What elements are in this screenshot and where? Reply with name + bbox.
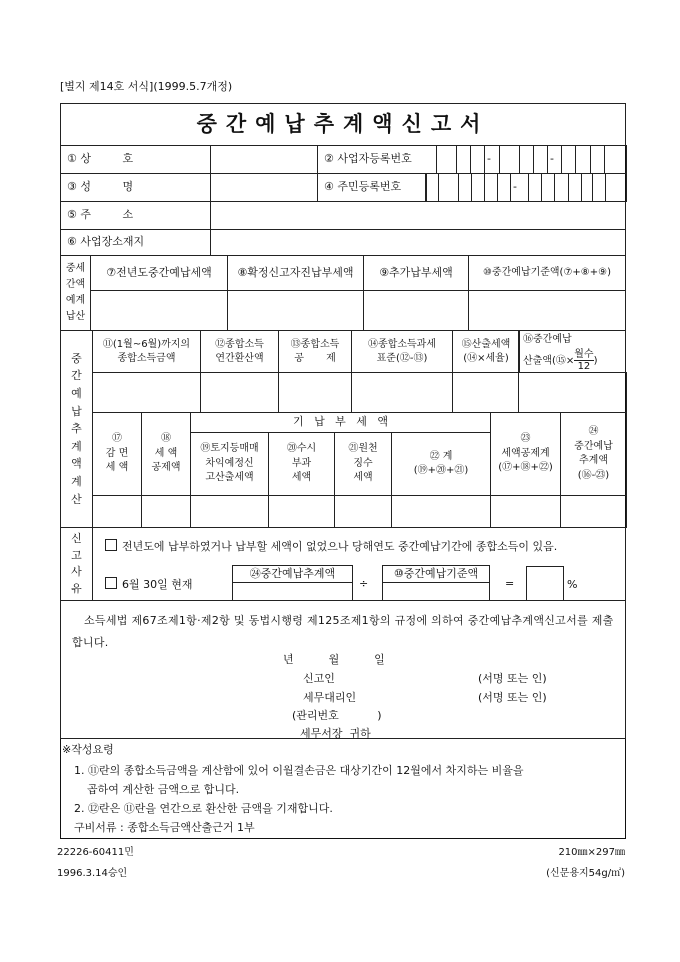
reason-option-1[interactable]: [105, 538, 557, 554]
calc-field-18[interactable]: [141, 495, 191, 528]
biz-reg-digit-box[interactable]: [604, 145, 627, 174]
biz-reg-digit-box[interactable]: [533, 145, 548, 174]
note-2: 2. ⑫란은 ⑪란을 연간으로 환산한 금액을 기재합니다.: [74, 802, 333, 815]
reason-label: 신 고 사 유: [60, 527, 93, 601]
calc-field-23[interactable]: [490, 495, 561, 528]
biz-reg-digit-box[interactable]: [436, 145, 457, 174]
percent-sign: %: [567, 578, 578, 591]
calc-col-22: ㉒ 계 (⑲+⑳+㉑): [391, 432, 491, 496]
reporter-label: 신고인: [303, 672, 335, 685]
resident-digit-box[interactable]: [541, 173, 555, 202]
calc-field-17[interactable]: [92, 495, 142, 528]
form-title: 중간예납추계액신고서: [60, 103, 626, 146]
resident-no-label: ④ 주민등록번호: [317, 173, 427, 202]
calc-col-12: ⑫종합소득 연간환산액: [200, 330, 279, 373]
calc-field-15[interactable]: [452, 372, 519, 413]
resident-digit-box[interactable]: [554, 173, 569, 202]
checkbox[interactable]: [105, 577, 117, 589]
calc-section-label: 중 간 예 납 추 계 액 계 산: [60, 330, 93, 528]
calc-field-14[interactable]: [351, 372, 453, 413]
calc-col-11: ⑪(1월~6월)까지의 종합소득금액: [92, 330, 201, 373]
biz-reg-digit-box[interactable]: [499, 145, 520, 174]
base-section-label: 중세 간액 예계 납산: [60, 255, 91, 331]
resident-digit-box[interactable]: [497, 173, 511, 202]
resident-digit-box[interactable]: [605, 173, 627, 202]
base-field-10[interactable]: [468, 290, 626, 331]
approval-date: 1996.3.14승인: [57, 868, 128, 879]
calc-field-20[interactable]: [268, 495, 335, 528]
notes-title: ※작성요령: [62, 743, 114, 756]
ratio-box-10-label: ⑩중간예납기준액: [382, 565, 490, 583]
biz-reg-digit-box[interactable]: [470, 145, 485, 174]
calc-field-24[interactable]: [560, 495, 627, 528]
trade-name-label: ① 상 호: [60, 145, 211, 174]
calc-field-16[interactable]: [518, 372, 627, 413]
calc-col-16: [518, 330, 626, 373]
months-fraction: [574, 349, 593, 372]
reason-option-2[interactable]: [105, 576, 193, 592]
address-field[interactable]: [210, 201, 626, 230]
calc-col-23: ㉓ 세액공제계 (⑰+⑱+㉒): [490, 412, 561, 496]
calc-col-21: ㉑원천 징수 세액: [334, 432, 392, 496]
biz-reg-digit-box[interactable]: [590, 145, 605, 174]
resident-digit-box[interactable]: [592, 173, 606, 202]
calc-col-13: ⑬종합소득 공 제: [278, 330, 352, 373]
prepaid-tax-header: 기 납 부 세 액: [190, 412, 491, 433]
base-col-10: ⑩중간예납기준액(⑦+⑧+⑨): [468, 255, 626, 291]
ratio-box-24-label: ㉔중간예납추계액: [232, 565, 353, 583]
base-col-8: ⑧확정신고자진납부세액: [227, 255, 364, 291]
calc-field-19[interactable]: [190, 495, 269, 528]
divide-sign: ÷: [359, 577, 369, 590]
required-documents: 구비서류 : 종합소득금액산출근거 1부: [74, 821, 255, 834]
calc-col-16-line2: [523, 349, 598, 372]
name-label: ③ 성 명: [60, 173, 211, 202]
reporter-signature: (서명 또는 인): [478, 672, 547, 685]
resident-digit-box[interactable]: [458, 173, 472, 202]
address-label: ⑤ 주 소: [60, 201, 211, 230]
management-number: (관리번호 ): [292, 709, 382, 722]
calc-field-12[interactable]: [200, 372, 279, 413]
calc-field-21[interactable]: [334, 495, 392, 528]
fraction-denominator: 12: [577, 361, 591, 372]
form-reference: [별지 제14호 서식](1999.5.7개정): [60, 80, 233, 93]
resident-digit-box[interactable]: [471, 173, 485, 202]
calc-col-17: ⑰ 감 면 세 액: [92, 412, 142, 496]
paper-type: (신문용지54g/㎡): [546, 868, 625, 879]
ratio-box-10-field[interactable]: [382, 582, 490, 601]
calc-col-16-prefix: 산출액(⑮×: [523, 355, 575, 367]
note-1-cont: 곱하여 계산한 금액으로 합니다.: [87, 783, 240, 796]
agent-signature: (서명 또는 인): [478, 691, 547, 704]
base-field-8[interactable]: [227, 290, 364, 331]
reason-option-2-text: 6월 30일 현재: [122, 578, 193, 591]
resident-digit-box[interactable]: [438, 173, 459, 202]
biz-reg-digit-box[interactable]: [456, 145, 471, 174]
note-1: 1. ⑪란의 종합소득금액을 계산함에 있어 이월결손금은 대상기간이 12월에서 차지하는 비율을: [74, 764, 524, 777]
calc-col-20: ⑳수시 부과 세액: [268, 432, 335, 496]
trade-name-field[interactable]: [210, 145, 318, 174]
base-field-9[interactable]: [363, 290, 469, 331]
calc-field-22[interactable]: [391, 495, 491, 528]
agent-label: 세무대리인: [303, 691, 357, 704]
calc-field-13[interactable]: [278, 372, 352, 413]
resident-digit-box[interactable]: [425, 173, 439, 202]
checkbox[interactable]: [105, 539, 117, 551]
name-field[interactable]: [210, 173, 318, 202]
biz-location-label: ⑥ 사업장소재지: [60, 229, 211, 256]
date-line: 년 월 일: [283, 653, 385, 666]
addressee: 세무서장 귀하: [300, 727, 371, 740]
resident-digit-box[interactable]: -: [510, 173, 529, 202]
biz-location-field[interactable]: [210, 229, 626, 256]
calc-col-16-close: ): [593, 355, 598, 367]
reason-option-1-text: 전년도에 납부하였거나 납부할 세액이 없었으나 당해연도 중간예납기간에 종합소득이 있음.: [122, 540, 558, 553]
base-col-9: ⑨추가납부세액: [363, 255, 469, 291]
fraction-numerator: 월수: [574, 349, 594, 360]
paper-size: 210㎜×297㎜: [558, 847, 625, 858]
biz-reg-digit-box[interactable]: [575, 145, 591, 174]
calc-col-19: ⑲토지등매매 차익예정신 고산출세액: [190, 432, 269, 496]
calc-col-14: ⑭종합소득과세 표준(⑫-⑬): [351, 330, 453, 373]
biz-reg-no-label: ② 사업자등록번호: [317, 145, 437, 174]
equals-sign: =: [505, 577, 515, 590]
base-field-7[interactable]: [90, 290, 228, 331]
biz-reg-digit-box[interactable]: [519, 145, 534, 174]
calc-col-18: ⑱ 세 액 공제액: [141, 412, 191, 496]
declaration-text: 소득세법 제67조제1항·제2항 및 동법시행령 제125조제1항의 규정에 의하여 중간예납추계액신고서를 제출합니다.: [72, 614, 614, 649]
biz-reg-digit-box[interactable]: -: [547, 145, 562, 174]
resident-digit-box[interactable]: [568, 173, 582, 202]
calc-col-24: ㉔ 중간예납 추계액 (⑯-㉓): [560, 412, 627, 496]
ratio-box-24-field[interactable]: [232, 582, 353, 601]
biz-reg-digit-box[interactable]: -: [484, 145, 500, 174]
ratio-percent-field[interactable]: [526, 566, 564, 601]
biz-reg-digit-box[interactable]: [561, 145, 576, 174]
calc-field-11[interactable]: [92, 372, 201, 413]
resident-digit-box[interactable]: [528, 173, 542, 202]
form-code: 22226-60411민: [57, 847, 134, 858]
base-col-7: ⑦전년도중간예납세액: [90, 255, 228, 291]
calc-col-15: ⑮산출세액 (⑭×세율): [452, 330, 520, 373]
resident-digit-box[interactable]: [484, 173, 498, 202]
calc-col-16-line1: ⑯중간예납: [523, 334, 572, 345]
